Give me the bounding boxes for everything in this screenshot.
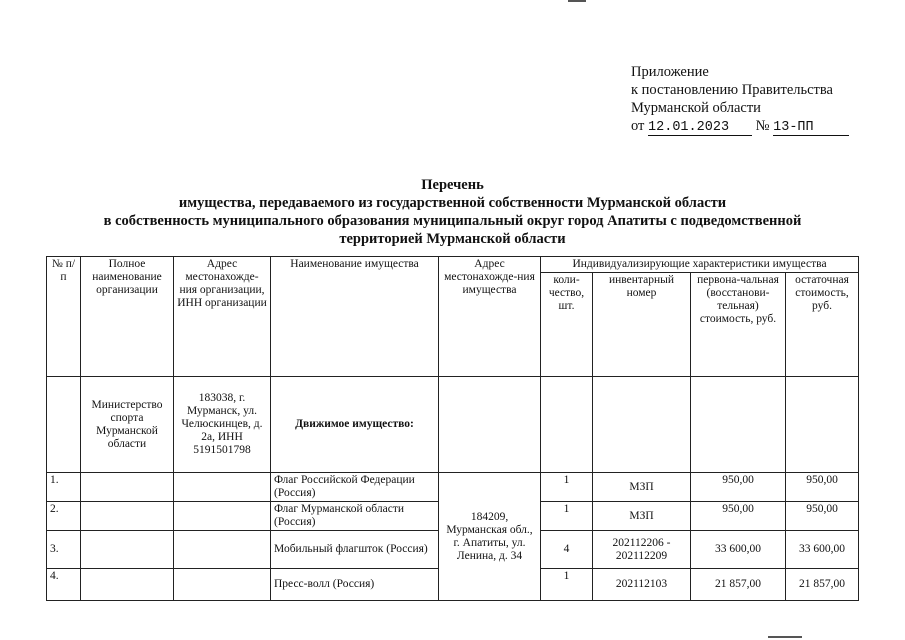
row-residual-cost: 950,00 [786, 502, 859, 531]
title-line-4: территорией Мурманской области [339, 231, 566, 247]
header-property-address: Адрес местонахожде-ния имущества [439, 257, 541, 377]
date-prefix: от [631, 118, 645, 134]
header-characteristics: Индивидуализирующие характеристики имущества [541, 257, 859, 273]
org-name-cell: Министерство спорта Мурманской области [81, 377, 174, 473]
header-qty: коли-чество, шт. [541, 273, 593, 377]
row-property-name: Мобильный флагшток (Россия) [271, 531, 439, 569]
row-org-address [174, 569, 271, 601]
header-org-name: Полное наименование организации [81, 257, 174, 377]
number-prefix: № [755, 118, 770, 134]
table-row [47, 473, 859, 502]
header-residual-cost: остаточная стоимость, руб. [786, 273, 859, 377]
row-org-address [174, 531, 271, 569]
row-num: 4. [47, 569, 81, 601]
row-initial-cost: 950,00 [691, 502, 786, 531]
header-org-address: Адрес местонахожде-ния организации, ИНН организации [174, 257, 271, 377]
decree-date: 12.01.2023 [648, 120, 752, 136]
row-inventory: МЗП [593, 502, 691, 531]
row-residual-cost: 33 600,00 [786, 531, 859, 569]
movable-property-label: Движимое имущество: [271, 377, 439, 473]
appendix-label: Приложение [631, 64, 709, 80]
row-org-name [81, 473, 174, 502]
row-initial-cost: 21 857,00 [691, 569, 786, 601]
row-org-address [174, 502, 271, 531]
org-row-property-address [439, 377, 541, 473]
decree-number: 13-ПП [773, 120, 849, 136]
row-property-name: Флаг Мурманской области (Россия) [271, 502, 439, 531]
row-initial-cost: 33 600,00 [691, 531, 786, 569]
row-num: 1. [47, 473, 81, 502]
row-qty: 4 [541, 531, 593, 569]
row-org-address [174, 473, 271, 502]
row-property-name: Флаг Российской Федерации (Россия) [271, 473, 439, 502]
row-org-name [81, 569, 174, 601]
org-row-residual-cost [786, 377, 859, 473]
title-line-3: в собственность муниципального образования муниципальный округ город Апатиты с подведомственной [103, 213, 802, 229]
header-inventory: инвентарный номер [593, 273, 691, 377]
row-residual-cost: 950,00 [786, 473, 859, 502]
header-property-name: Наименование имущества [271, 257, 439, 377]
appendix-region-line: Мурманской области [631, 100, 761, 116]
header-num: № п/п [47, 257, 81, 377]
scan-mark-bottom [768, 636, 802, 638]
row-org-name [81, 502, 174, 531]
property-address-cell: 184209, Мурманская обл., г. Апатиты, ул. Ленина, д. 34 [439, 473, 541, 601]
title-line-2: имущества, передаваемого из государственной собственности Мурманской области [178, 195, 727, 211]
org-row-initial-cost [691, 377, 786, 473]
document-title [40, 176, 865, 248]
row-property-name: Пресс-волл (Россия) [271, 569, 439, 601]
property-table [46, 256, 859, 601]
row-org-name [81, 531, 174, 569]
org-row-qty [541, 377, 593, 473]
row-qty: 1 [541, 473, 593, 502]
appendix-date-line [631, 117, 849, 136]
row-num: 3. [47, 531, 81, 569]
appendix-decree-line: к постановлению Правительства [631, 82, 833, 98]
row-qty: 1 [541, 502, 593, 531]
row-initial-cost: 950,00 [691, 473, 786, 502]
header-initial-cost: первона-чальная (восстанови-тельная) стоимость, руб. [691, 273, 786, 377]
row-inventory: 202112206 - 202112209 [593, 531, 691, 569]
org-row-num [47, 377, 81, 473]
scan-mark-top [568, 0, 586, 2]
row-residual-cost: 21 857,00 [786, 569, 859, 601]
title-line-1: Перечень [421, 177, 484, 193]
org-row-inventory [593, 377, 691, 473]
row-inventory: МЗП [593, 473, 691, 502]
row-num: 2. [47, 502, 81, 531]
row-inventory: 202112103 [593, 569, 691, 601]
org-address-cell: 183038, г. Мурманск, ул. Челюскинцев, д. 2а, ИНН 5191501798 [174, 377, 271, 473]
appendix-block [631, 63, 849, 136]
row-qty: 1 [541, 569, 593, 601]
